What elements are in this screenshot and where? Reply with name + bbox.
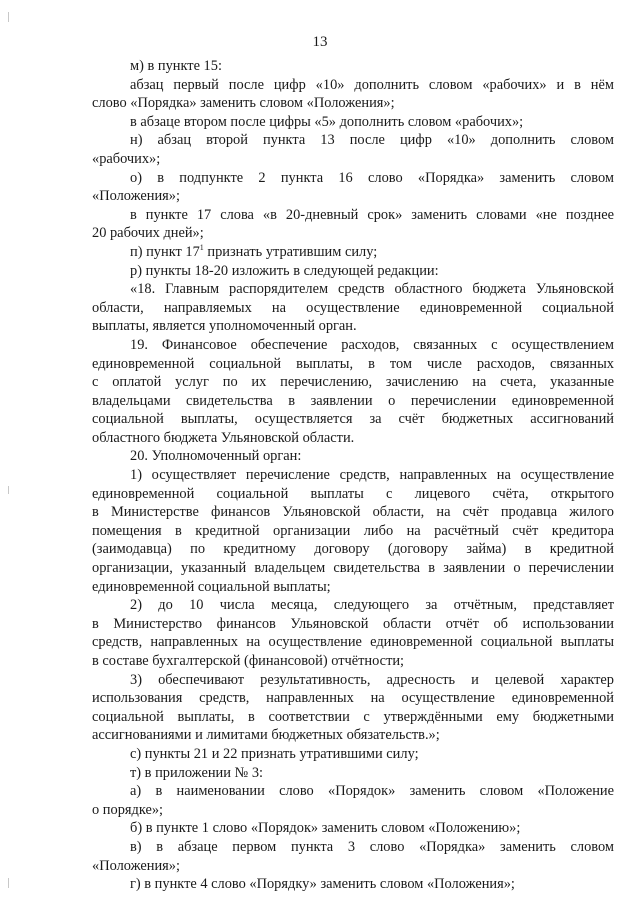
text-line: единовременной социальной выплаты; — [92, 578, 331, 595]
text-line: м) в пункте 15: — [130, 58, 222, 74]
text-line: о порядке»; — [92, 801, 164, 818]
line-text-after: признать утратившим силу; — [203, 243, 378, 260]
text-line: а) в наименовании слово «Порядок» заменить словом «Положение — [130, 783, 614, 800]
text-line: 19. Финансовое обеспечение расходов, связанных с осуществлением — [130, 336, 614, 353]
text-line: с оплатой услуг по их перечислению, зачислению на счета, указанные — [92, 374, 614, 391]
text-line: в абзаце втором после цифры «5» дополнить словом «рабочих»; — [130, 113, 524, 130]
text-line: выплаты, является уполномоченный орган. — [92, 318, 357, 335]
text-line: социальной выплаты, в соответствии с утверждёнными ему бюджетными — [92, 708, 614, 725]
text-line: «Положения»; — [92, 857, 180, 874]
text-line: г) в пункте 4 слово «Порядку» заменить словом «Положения»; — [130, 876, 515, 893]
text-line: владельцами свидетельства в заявлении о перечислении единовременной — [92, 392, 614, 409]
text-line: в пункте 17 слова «в 20-дневный срок» заменить словами «не позднее — [130, 206, 614, 223]
text-line: с) пункты 21 и 22 признать утратившими силу; — [130, 745, 419, 762]
text-line: т) в приложении № 3: — [130, 764, 264, 781]
superscript: 1 — [199, 242, 204, 252]
text-line: в Министерство финансов Ульяновской области отчёт об использовании — [92, 615, 614, 632]
text-line: области, направляемых на осуществление единовременной социальной — [92, 299, 614, 316]
text-line: (заимодавца) по кредитному договору (договору займа) в кредитной — [92, 541, 614, 558]
text-line: б) в пункте 1 слово «Порядок» заменить словом «Положению»; — [130, 820, 521, 837]
text-line: «рабочих»; — [92, 150, 161, 167]
text-line: 3) обеспечивают результативность, адресность и целевой характер — [130, 671, 614, 688]
text-line: 1) осуществляет перечисление средств, направленных на осуществление — [130, 467, 614, 484]
line-text: п) пункт 17 — [130, 243, 200, 260]
text-line: помещения в кредитной организации либо на расчётный счёт кредитора — [92, 522, 614, 539]
text-line: 20. Уполномоченный орган: — [130, 448, 302, 465]
page-number: 13 — [312, 34, 328, 50]
text-line — [92, 243, 614, 262]
scan-mark — [8, 878, 9, 888]
text-line: слово «Порядка» заменить словом «Положения»; — [92, 95, 395, 112]
text-line: использования средств, направленных на осуществление единовременной — [92, 690, 614, 707]
text-line: организации, указанный владельцем свидетельства в заявлении о перечислении — [92, 560, 614, 577]
text-line: «18. Главным распорядителем средств областного бюджета Ульяновской — [130, 281, 614, 298]
text-line: в) в абзаце первом пункта 3 слово «Порядка» заменить словом — [130, 838, 614, 855]
text-line: 2) до 10 числа месяца, следующего за отчётным, представляет — [130, 597, 614, 614]
text-line: единовременной социальной выплаты, в том числе расходов, связанных — [92, 355, 614, 372]
text-line: единовременной социальной выплаты с лицевого счёта, открытого — [92, 485, 614, 502]
scan-mark — [8, 486, 9, 494]
text-line: «Положения»; — [92, 188, 180, 205]
text-line: р) пункты 18-20 изложить в следующей редакции: — [130, 262, 439, 279]
text-line: областного бюджета Ульяновской области. — [92, 429, 355, 446]
text-line: в Министерстве финансов Ульяновской области, на счёт продавца жилого — [92, 504, 614, 521]
text-line: ассигнованиями и лимитами бюджетных обязательств.»; — [92, 727, 440, 744]
document-body — [92, 57, 614, 894]
text-line: н) абзац второй пункта 13 после цифр «10» дополнить словом — [130, 132, 614, 149]
text-line: о) в подпункте 2 пункта 16 слово «Порядка» заменить словом — [130, 169, 614, 186]
text-line: социальной выплаты, осуществляется за счёт бюджетных ассигнований — [92, 411, 614, 428]
text-line: абзац первый после цифр «10» дополнить словом «рабочих» и в нём — [130, 76, 614, 93]
scan-mark — [8, 12, 9, 22]
text-line: средств, направленных на осуществление единовременной социальной выплаты — [92, 634, 614, 651]
text-line: в составе бухгалтерской (финансовой) отчётности; — [92, 653, 405, 669]
text-line: 20 рабочих дней»; — [92, 225, 204, 242]
